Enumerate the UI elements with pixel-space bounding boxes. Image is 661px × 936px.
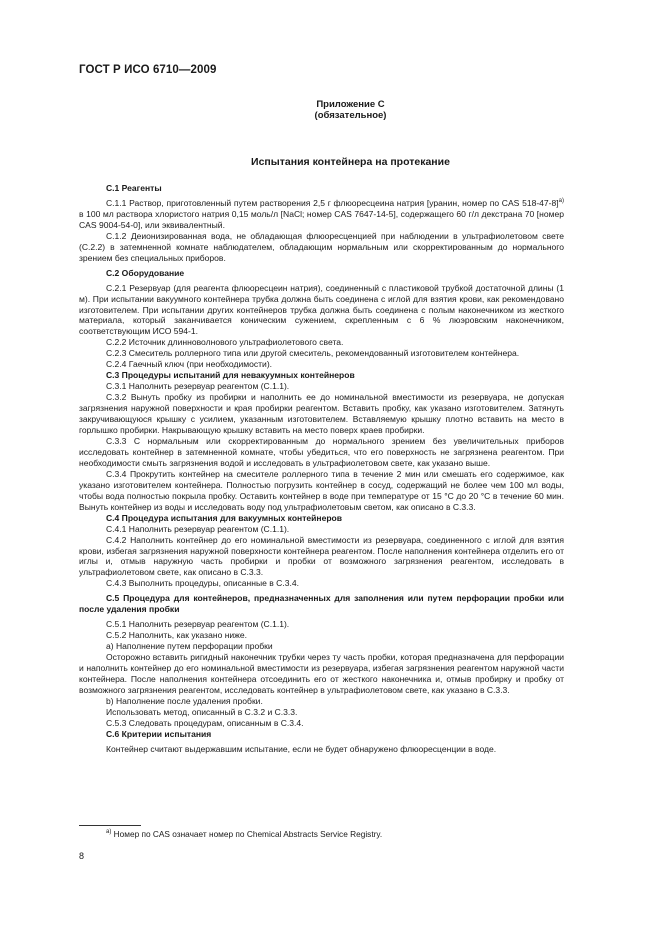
standard-code: ГОСТ Р ИСО 6710—2009 bbox=[79, 64, 217, 76]
section-heading-c4: С.4 Процедура испытания для вакуумных контейнеров bbox=[106, 512, 343, 523]
clause-c43: С.4.3 Выполнить процедуры, описанные в С.3.4. bbox=[106, 578, 299, 589]
footnote-ref: а) bbox=[558, 198, 564, 205]
clause-c23: С.2.3 Смеситель роллерного типа или другой смеситель, рекомендованный изготовителем контейнера. bbox=[106, 348, 520, 359]
section-heading-c6: С.6 Критерии испытания bbox=[106, 728, 212, 739]
section-heading-c2: С.2 Оборудование bbox=[106, 267, 185, 278]
clause-c52: С.5.2 Наполнить, как указано ниже. bbox=[106, 630, 248, 641]
clause-c41: С.4.1 Наполнить резервуар реагентом (С.1.1). bbox=[106, 523, 290, 534]
annex-label: Приложение С bbox=[316, 99, 385, 110]
page-number: 8 bbox=[79, 851, 85, 861]
section-heading-c5: С.5 Процедура для контейнеров, предназначенных для заполнения или путем перфорации пробки или после удаления пробки bbox=[79, 593, 564, 615]
section-heading-c1: С.1 Реагенты bbox=[106, 183, 162, 193]
clause-c12: С.1.2 Деионизированная вода, не обладающая флюоресценцией при наблюдении в ультрафиолетовом свете (С.2.2) в затемненной комнате наблюдателем, обладающим нормальным или скорректированным до нормального зрением без специальных приборов. bbox=[79, 230, 564, 263]
clause-c6-text: Контейнер считают выдержавшим испытание, если не будет обнаружено флюоресценции в воде. bbox=[106, 743, 497, 754]
clause-c31: С.3.1 Наполнить резервуар реагентом (С.1.1). bbox=[106, 381, 290, 392]
clause-c21: С.2.1 Резервуар (для реагента флюоресцеин натрия), соединенный с пластиковой трубкой достаточной длины (1 м). При испытании вакуумного контейнера трубка должна быть соединена с иглой для взятия крови, как рекомендовано изготовителем. При испытании других контейнеров трубка должна быть соединена с полым наконечником из жесткого материала, который заканчивается коническим сужением, скрепленным с 6 % люэровским наконечником, соответствующим ИСО 594-1. bbox=[79, 282, 564, 337]
section-heading-c3: С.3 Процедуры испытаний для невакуумных контейнеров bbox=[106, 370, 355, 381]
clause-c11: С.1.1 Раствор, приготовленный путем растворения 2,5 г флюоресцеина натрия [уранин, номер по CAS 518-47-8]$^{а)}$ в 100 мл раствора хлористого натрия 0,15 моль/л [NaCl; номер CAS 7647-14-5], содержащего 60 г/л декстрана 70 [номер CAS 9004-54-0], или эквивалентный. bbox=[79, 197, 564, 230]
item-b-text: Использовать метод, описанный в С.3.2 и С.3.3. bbox=[106, 706, 298, 717]
clause-c34: С.3.4 Прокрутить контейнер на смесителе роллерного типа в течение 2 мин или смешать его содержимое, как указано изготовителем контейнера. Полностью погрузить контейнер в сосуд, содержащий не более чем 100 мл воды, чтобы вода полностью покрыла пробку. Оставить контейнер в воде при температуре от 15 °С до 20 °С в течение 60 мин. Вынуть контейнер из воды и исследовать воду под ультрафиолетовым светом, как описано в С.3.3. bbox=[79, 468, 564, 512]
footnote-mark: а) bbox=[106, 829, 112, 836]
footnote-text: Номер по CAS означает номер по Chemical Abstracts Service Registry. bbox=[111, 829, 383, 839]
item-a-text: Осторожно вставить ригидный наконечник трубки через ту часть пробки, которая предназначена для перфорации и наполнить контейнер до его номинальной вместимости из резервуара, избегая загрязнения реагентом наружной части контейнера. После наполнения контейнера отсоединить его от жесткого наконечника и, отмыв пробирку и пробку от возможного загрязнения реагентом, исследовать контейнер в ультрафиолетовом свете, как указано в С.3.3. bbox=[79, 652, 564, 695]
annex-title: Испытания контейнера на протекание bbox=[251, 156, 450, 168]
clause-c53: С.5.3 Следовать процедурам, описанным в С.3.4. bbox=[106, 717, 304, 728]
item-a: а) Наполнение путем перфорации пробки bbox=[106, 641, 273, 652]
clause-c32: С.3.2 Вынуть пробку из пробирки и наполнить ее до номинальной вместимости из резервуара, не допуская загрязнения наружной поверхности и края пробирки реагентом. Вставить пробку, как указано изготовителем. Затянуть закручивающуюся крышку с усилием, указанным изготовителем. Вставляемую крышку плотно вставить на место в горлышко пробирки. Накрывающую крышку вставить на место поверх краев пробирки. bbox=[79, 392, 564, 436]
clause-c22: С.2.2 Источник длинноволнового ультрафиолетового света. bbox=[106, 337, 344, 348]
annex-body bbox=[79, 183, 564, 755]
clause-c24: С.2.4 Гаечный ключ (при необходимости). bbox=[106, 359, 273, 370]
clause-c42: С.4.2 Наполнить контейнер до его номинальной вместимости из резервуара, соединенного с иглой для взятия крови, избегая загрязнения наружной поверхности контейнера реагентом. После наполнения контейнера отделить его от иглы и, отмыв наружную часть пробирки и пробки от возможного загрязнения реагентом, исследовать в ультрафиолетовом свете, как описано в С.3.3. bbox=[79, 534, 564, 578]
clause-c33: С.3.3 С нормальным или скорректированным до нормального зрением без увеличительных приборов исследовать контейнер в затемненной комнате, чтобы убедиться, что его поверхность не загрязнена реагентом. При необходимости смыть загрязнения водой и исследовать в ультрафиолетовом свете, как указано выше. bbox=[79, 435, 564, 468]
annex-status: (обязательное) bbox=[314, 110, 387, 121]
footnote bbox=[106, 829, 382, 839]
item-b: b) Наполнение после удаления пробки. bbox=[106, 695, 263, 706]
clause-c51: С.5.1 Наполнить резервуар реагентом (С.1.1). bbox=[106, 619, 290, 630]
footnote-separator bbox=[79, 825, 141, 826]
